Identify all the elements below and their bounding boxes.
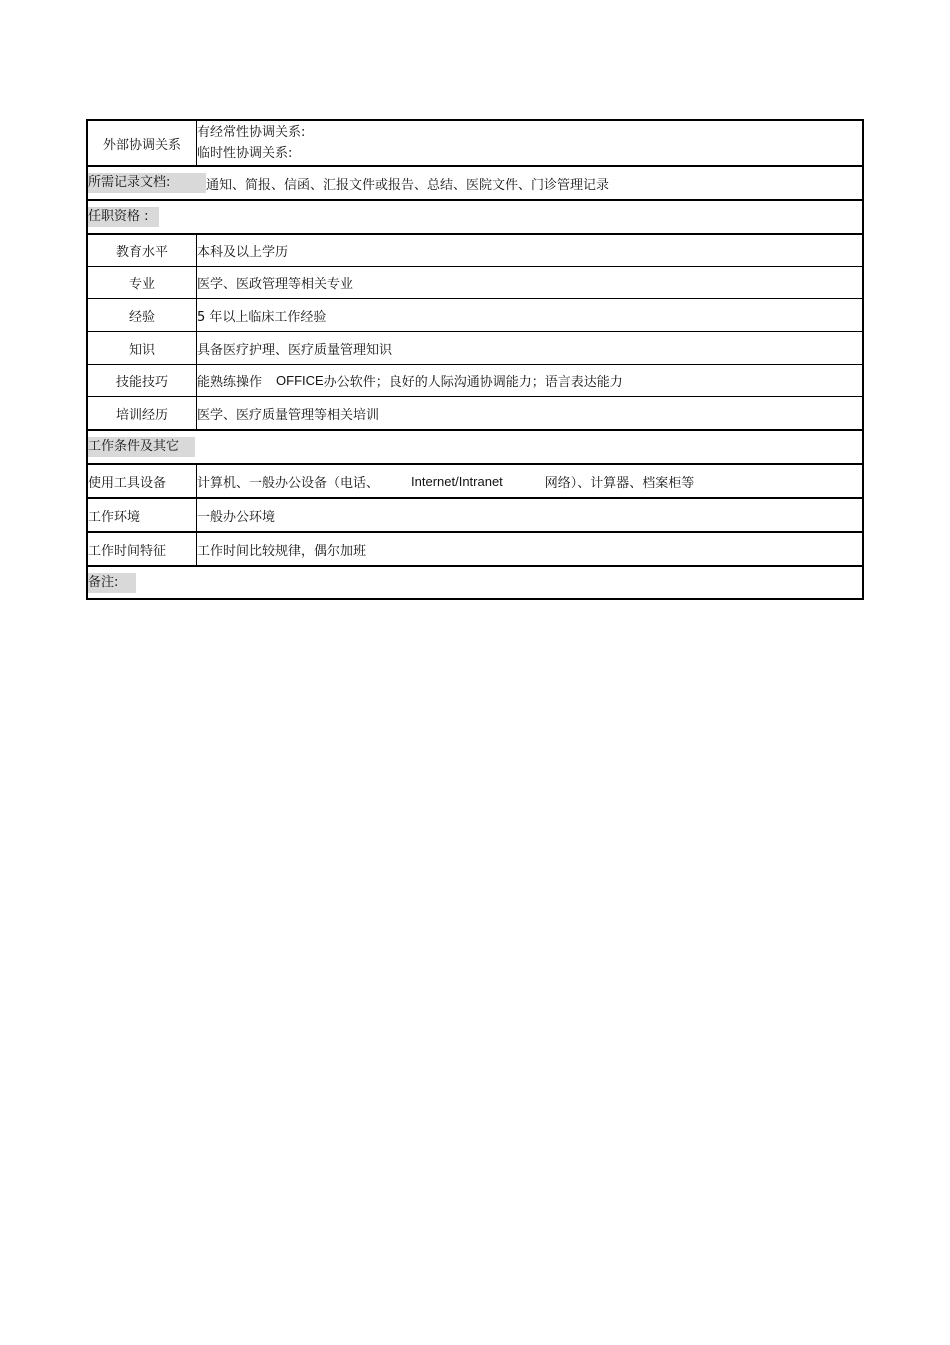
skills-value-part-b: OFFICE — [276, 373, 324, 388]
notes-cell — [88, 567, 136, 598]
conditions-heading-cell — [88, 431, 195, 463]
work-time-label: 工作时间特征 — [88, 533, 197, 565]
records-row — [86, 165, 864, 199]
tools-value-part-b: Internet/Intranet — [411, 473, 503, 489]
experience-row — [86, 298, 864, 331]
skills-value — [197, 365, 862, 396]
external-coordination-value — [197, 121, 862, 165]
notes-row — [86, 565, 864, 600]
tools-label: 使用工具设备 — [88, 465, 197, 497]
major-row — [86, 266, 864, 298]
records-label: 所需记录文档: — [88, 173, 206, 193]
skills-value-part-a: 能熟练操作 — [197, 375, 263, 390]
knowledge-label: 知识 — [88, 332, 197, 364]
education-label: 教育水平 — [88, 235, 197, 266]
environment-label: 工作环境 — [88, 499, 197, 531]
temporary-coordination-text: 临时性协调关系: — [197, 146, 293, 161]
conditions-heading: 工作条件及其它 — [88, 437, 195, 457]
tools-value-part-c: 网络）、计算器、档案柜等 — [544, 475, 695, 491]
records-value: 通知、简报、信函、汇报文件或报告、总结、医院文件、门诊管理记录 — [206, 177, 610, 193]
qualifications-heading-cell — [88, 201, 159, 233]
training-label: 培训经历 — [88, 397, 197, 429]
major-label: 专业 — [88, 267, 197, 298]
environment-value: 一般办公环境 — [197, 509, 276, 525]
work-time-value: 工作时间比较规律，偶尔加班 — [197, 543, 367, 559]
external-coordination-label: 外部协调关系 — [88, 121, 197, 165]
education-value: 本科及以上学历 — [197, 245, 289, 260]
experience-value: 5 年以上临床工作经验 — [197, 309, 327, 325]
major-value: 医学、医政管理等相关专业 — [197, 277, 354, 292]
skills-label: 技能技巧 — [88, 365, 197, 396]
qualifications-heading: 任职资格 : — [88, 207, 159, 227]
conditions-heading-row — [86, 429, 864, 463]
records-label-cell — [88, 167, 609, 199]
work-time-row — [86, 531, 864, 565]
skills-value-part-c: 办公软件；良好的人际沟通协调能力；语言表达能力 — [323, 375, 623, 390]
training-value: 医学、医疗质量管理等相关培训 — [197, 407, 380, 423]
training-row — [86, 396, 864, 429]
tools-value-part-a: 计算机、一般办公设备（电话、 — [197, 475, 380, 491]
experience-label: 经验 — [88, 299, 197, 331]
notes-label: 备注: — [88, 573, 136, 593]
regular-coordination-text: 有经常性协调关系: — [197, 125, 306, 140]
qualifications-heading-row — [86, 199, 864, 233]
skills-row — [86, 364, 864, 396]
knowledge-row — [86, 331, 864, 364]
tools-value — [197, 465, 862, 497]
job-description-table — [86, 119, 864, 600]
education-row — [86, 233, 864, 266]
external-coordination-row — [86, 119, 864, 165]
environment-row — [86, 497, 864, 531]
knowledge-value: 具备医疗护理、医疗质量管理知识 — [197, 342, 393, 358]
tools-row — [86, 463, 864, 497]
